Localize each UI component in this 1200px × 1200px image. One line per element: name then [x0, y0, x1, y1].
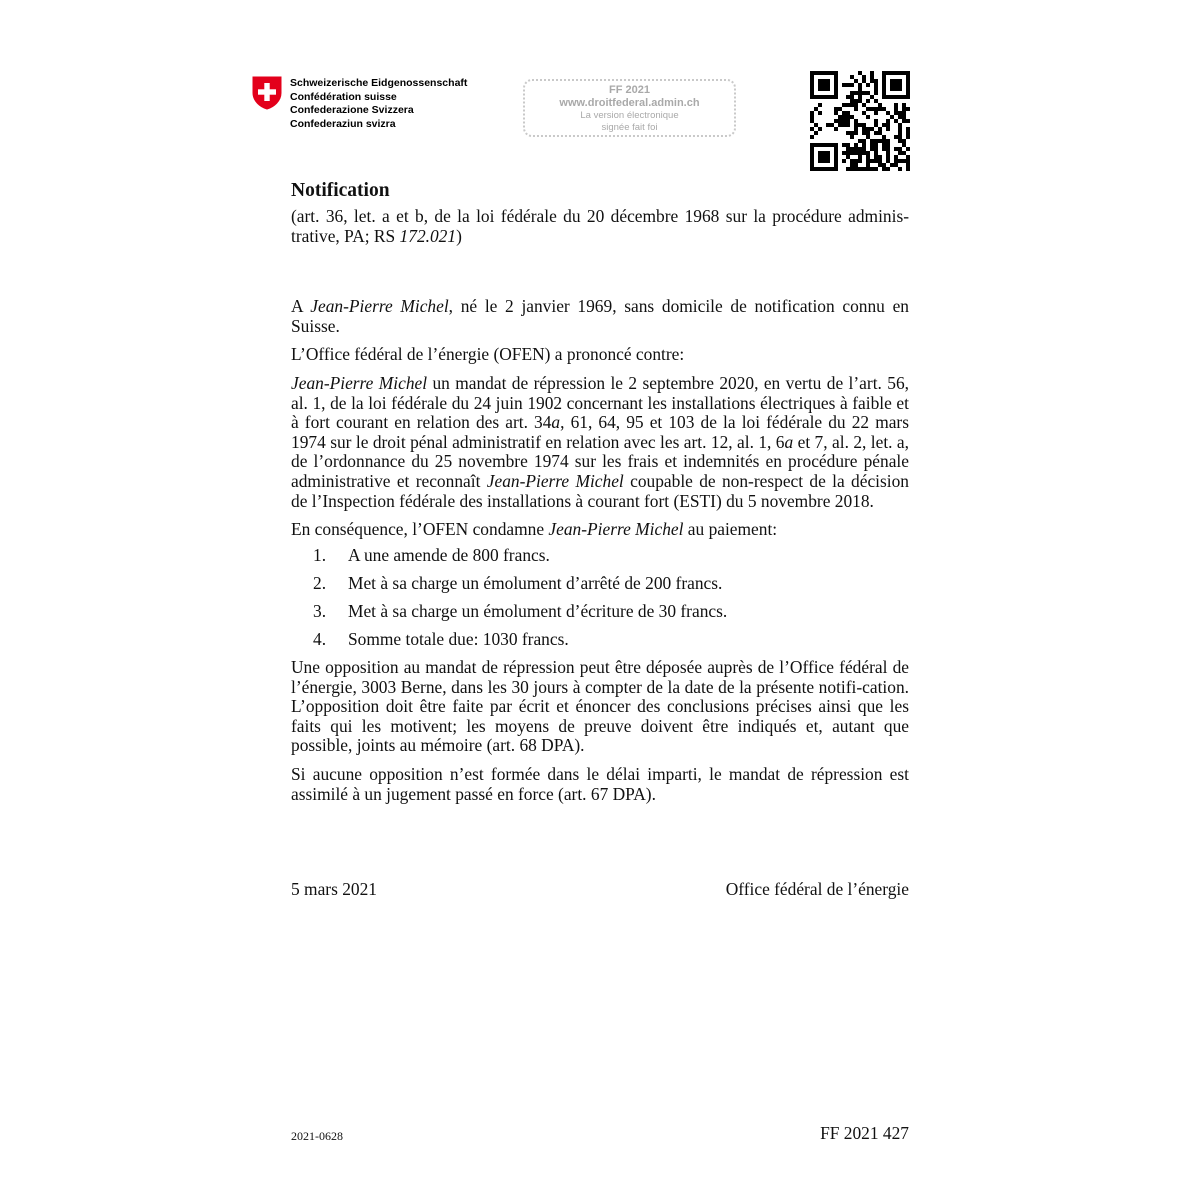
no-opposition-paragraph: Si aucune opposition n’est formée dans le délai imparti, le mandat de répression est assimilé à un jugement passé en force (art. 67 DPA). [291, 764, 909, 804]
stamp-text-2: signée fait foi [601, 122, 658, 133]
signature-date: 5 mars 2021 [291, 879, 377, 899]
consequence-prefix: En conséquence, l’OFEN condamne [291, 519, 549, 540]
addressee-name: Jean-Pierre Michel [310, 296, 449, 317]
qr-code-icon [810, 71, 910, 171]
consequence-suffix: au paiement: [683, 519, 778, 540]
legal-basis [291, 207, 909, 246]
list-number: 1. [313, 544, 327, 565]
swiss-coat-of-arms-icon [252, 76, 282, 110]
signature-office: Office fédéral de l’énergie [725, 879, 909, 899]
list-number: 4. [313, 629, 327, 649]
list-text: A une amende de 800 francs. [348, 544, 550, 565]
stamp-text-1: La version électronique [580, 110, 679, 121]
list-number: 2. [313, 572, 327, 593]
mandate-text-1: un mandat de répression le 2 septembre 2020, en vertu de l’art. 56, al. 1, de la loi fédérale du 24 juin 1902 concernant les installations électriques à faible et à fort courant en relation des art. 34 [291, 372, 909, 433]
page-title: Notification [291, 180, 390, 201]
legal-basis-close: ) [456, 225, 462, 246]
payment-list [291, 546, 909, 650]
office-statement: L’Office fédéral de l’énergie (OFEN) a prononcé contre: [291, 344, 685, 365]
name-romansh: Confederaziun svizra [290, 117, 396, 130]
ff-reference: FF 2021 427 [820, 1123, 909, 1143]
mandate-art-letter-1: a [551, 412, 561, 433]
list-item [291, 546, 909, 566]
mandate-name: Jean-Pierre Michel [291, 372, 428, 393]
addressee-details: , né le 2 janvier 1969, sans domicile de notification connu en Suisse. [291, 296, 909, 336]
mandate-name-2: Jean-Pierre Michel [486, 470, 624, 491]
consequence-name: Jean-Pierre Michel [548, 519, 684, 540]
list-number: 3. [313, 600, 327, 621]
mandate-text-3: et 7, al. 2, let. a, de l’ordonnance du 25 novembre 1974 sur les frais et indemnités en procédure pénale administrative et reconnaît [291, 431, 909, 491]
list-item [291, 630, 909, 650]
addressee-paragraph [291, 297, 909, 336]
list-text: Met à sa charge un émolument d’arrêté de 200 francs. [348, 572, 723, 593]
list-item [291, 574, 909, 594]
legal-basis-text: (art. 36, let. a et b, de la loi fédérale du 20 décembre 1968 sur la procédure adminis-trative, PA; RS [291, 206, 909, 246]
mandate-paragraph [291, 374, 909, 511]
name-german: Schweizerische Eidgenossenschaft [290, 77, 468, 89]
name-italian: Confederazione Svizzera [290, 104, 414, 117]
mandate-text-4: coupable de non-respect de la décision de l’Inspection fédérale des installations à courant fort (ESTI) du 5 novembre 2018. [291, 470, 910, 511]
list-text: Somme totale due: 1030 francs. [348, 629, 569, 649]
stamp-ff: FF 2021 [609, 84, 650, 96]
list-item [291, 602, 909, 622]
stamp-url: www.droitfederal.admin.ch [559, 97, 700, 109]
document-number: 2021-0628 [291, 1129, 343, 1143]
notice-body [291, 178, 909, 804]
list-text: Met à sa charge un émolument d’écriture de 30 francs. [348, 600, 728, 621]
name-french: Confédération suisse [290, 90, 397, 103]
confederation-names [290, 77, 467, 131]
mandate-art-letter-2: a [784, 431, 794, 452]
electronic-version-stamp [523, 79, 736, 137]
mandate-text-2: , 61, 64, 95 et 103 de la loi fédérale du 22 mars 1974 sur le droit pénal administratif en relation avec les art. 12, al. 1, 6 [291, 412, 909, 452]
consequence-paragraph [291, 520, 909, 540]
legal-basis-rs: 172.021 [399, 225, 457, 246]
opposition-paragraph: Une opposition au mandat de répression peut être déposée auprès de l’Office fédéral de l’énergie, 3003 Berne, dans les 30 jours à compter de la date de la présente notifi-cation. L’opposition doit être faite par écrit et énoncer des conclusions précises ainsi que les faits qui les motivent; les moyens de preuve doivent être indiqués et, autant que possible, joints au mémoire (art. 68 DPA). [291, 657, 909, 756]
addressee-prefix: A [291, 296, 311, 317]
